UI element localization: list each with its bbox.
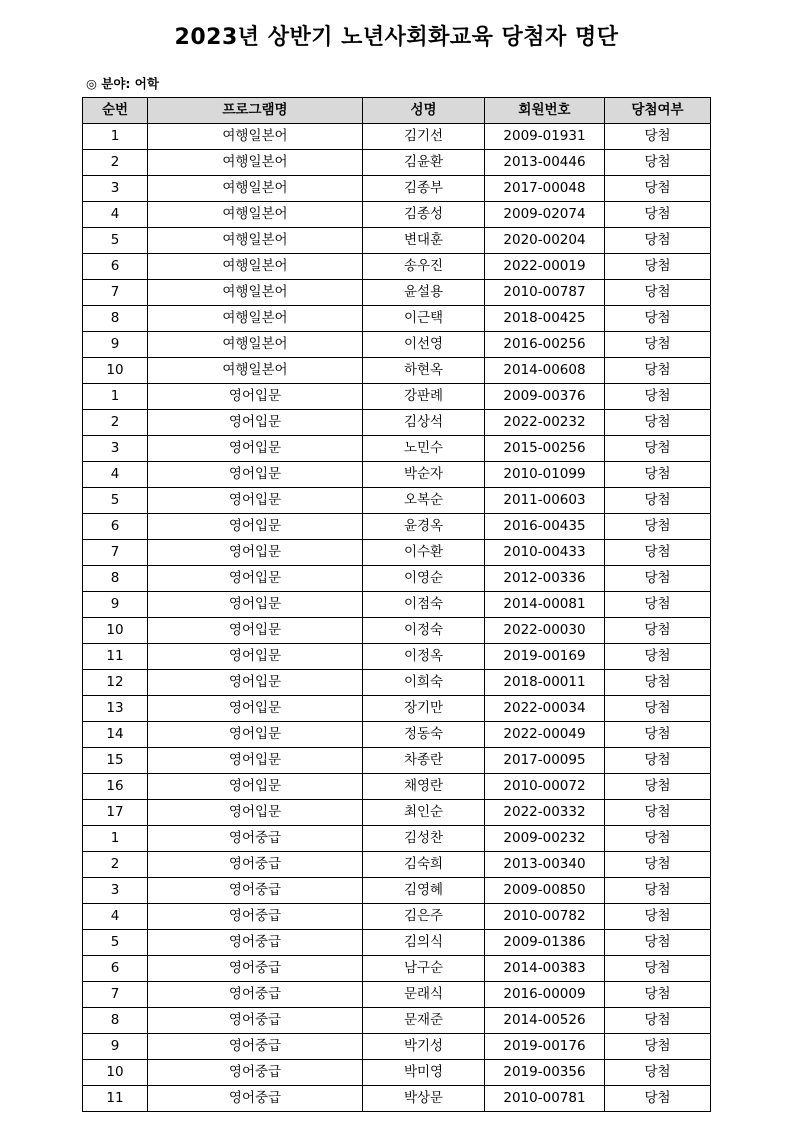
cell-name: 이점숙 xyxy=(363,592,485,618)
cell-number: 10 xyxy=(83,618,148,644)
cell-member-id: 2022-00034 xyxy=(485,696,605,722)
table-row xyxy=(83,488,711,514)
cell-member-id: 2014-00081 xyxy=(485,592,605,618)
header-number: 순번 xyxy=(83,98,148,124)
cell-name: 박미영 xyxy=(363,1060,485,1086)
winners-table xyxy=(82,97,711,1112)
cell-name: 윤경옥 xyxy=(363,514,485,540)
table-row xyxy=(83,358,711,384)
cell-name: 김은주 xyxy=(363,904,485,930)
cell-name: 김성찬 xyxy=(363,826,485,852)
cell-member-id: 2016-00256 xyxy=(485,332,605,358)
cell-name: 정동숙 xyxy=(363,722,485,748)
cell-name: 오복순 xyxy=(363,488,485,514)
table-row xyxy=(83,280,711,306)
table-row xyxy=(83,254,711,280)
cell-program: 여행일본어 xyxy=(148,358,363,384)
cell-member-id: 2016-00009 xyxy=(485,982,605,1008)
cell-name: 송우진 xyxy=(363,254,485,280)
table-row xyxy=(83,592,711,618)
table-row xyxy=(83,982,711,1008)
cell-member-id: 2018-00011 xyxy=(485,670,605,696)
table-row xyxy=(83,904,711,930)
header-program: 프로그램명 xyxy=(148,98,363,124)
table-row xyxy=(83,852,711,878)
cell-result: 당첨 xyxy=(605,514,711,540)
cell-result: 당첨 xyxy=(605,384,711,410)
cell-name: 하현옥 xyxy=(363,358,485,384)
cell-name: 남구순 xyxy=(363,956,485,982)
header-member-id: 회원번호 xyxy=(485,98,605,124)
page-title: 2023년 상반기 노년사회화교육 당첨자 명단 xyxy=(174,25,619,50)
header-name: 성명 xyxy=(363,98,485,124)
cell-result: 당첨 xyxy=(605,748,711,774)
cell-result: 당첨 xyxy=(605,1086,711,1112)
cell-program: 여행일본어 xyxy=(148,202,363,228)
cell-name: 김의식 xyxy=(363,930,485,956)
cell-name: 노민수 xyxy=(363,436,485,462)
cell-member-id: 2009-01931 xyxy=(485,124,605,150)
cell-member-id: 2009-01386 xyxy=(485,930,605,956)
cell-name: 이희숙 xyxy=(363,670,485,696)
cell-member-id: 2010-00072 xyxy=(485,774,605,800)
cell-member-id: 2015-00256 xyxy=(485,436,605,462)
cell-number: 15 xyxy=(83,748,148,774)
cell-name: 문재준 xyxy=(363,1008,485,1034)
cell-name: 김종부 xyxy=(363,176,485,202)
cell-member-id: 2010-00433 xyxy=(485,540,605,566)
cell-result: 당첨 xyxy=(605,930,711,956)
cell-number: 4 xyxy=(83,462,148,488)
cell-name: 차종란 xyxy=(363,748,485,774)
cell-program: 여행일본어 xyxy=(148,280,363,306)
cell-number: 11 xyxy=(83,1086,148,1112)
cell-result: 당첨 xyxy=(605,878,711,904)
cell-result: 당첨 xyxy=(605,696,711,722)
table-row xyxy=(83,1060,711,1086)
cell-name: 김기선 xyxy=(363,124,485,150)
header-result: 당첨여부 xyxy=(605,98,711,124)
cell-program: 영어중급 xyxy=(148,1086,363,1112)
cell-program: 영어입문 xyxy=(148,488,363,514)
table-row xyxy=(83,306,711,332)
cell-name: 강판례 xyxy=(363,384,485,410)
table-row xyxy=(83,540,711,566)
cell-program: 영어중급 xyxy=(148,1008,363,1034)
cell-number: 2 xyxy=(83,852,148,878)
cell-program: 영어입문 xyxy=(148,696,363,722)
cell-member-id: 2022-00019 xyxy=(485,254,605,280)
cell-result: 당첨 xyxy=(605,670,711,696)
cell-result: 당첨 xyxy=(605,1008,711,1034)
cell-program: 영어중급 xyxy=(148,878,363,904)
cell-number: 17 xyxy=(83,800,148,826)
cell-program: 영어중급 xyxy=(148,956,363,982)
cell-result: 당첨 xyxy=(605,644,711,670)
table-row xyxy=(83,930,711,956)
cell-member-id: 2022-00232 xyxy=(485,410,605,436)
cell-member-id: 2010-00781 xyxy=(485,1086,605,1112)
cell-member-id: 2019-00356 xyxy=(485,1060,605,1086)
cell-program: 여행일본어 xyxy=(148,306,363,332)
cell-name: 박상문 xyxy=(363,1086,485,1112)
table-row xyxy=(83,644,711,670)
cell-member-id: 2014-00608 xyxy=(485,358,605,384)
table-row xyxy=(83,670,711,696)
cell-program: 영어중급 xyxy=(148,904,363,930)
cell-number: 6 xyxy=(83,956,148,982)
cell-member-id: 2022-00030 xyxy=(485,618,605,644)
cell-program: 영어입문 xyxy=(148,670,363,696)
cell-program: 영어입문 xyxy=(148,800,363,826)
cell-number: 9 xyxy=(83,332,148,358)
cell-member-id: 2009-02074 xyxy=(485,202,605,228)
table-row xyxy=(83,150,711,176)
cell-member-id: 2011-00603 xyxy=(485,488,605,514)
cell-program: 영어입문 xyxy=(148,644,363,670)
cell-name: 이근택 xyxy=(363,306,485,332)
table-body xyxy=(83,124,711,1112)
cell-member-id: 2022-00332 xyxy=(485,800,605,826)
table-row xyxy=(83,384,711,410)
table-row xyxy=(83,800,711,826)
cell-result: 당첨 xyxy=(605,436,711,462)
cell-name: 이정옥 xyxy=(363,644,485,670)
table-row xyxy=(83,436,711,462)
cell-result: 당첨 xyxy=(605,722,711,748)
cell-member-id: 2010-00787 xyxy=(485,280,605,306)
table-row xyxy=(83,176,711,202)
table-row xyxy=(83,878,711,904)
cell-name: 이정숙 xyxy=(363,618,485,644)
cell-result: 당첨 xyxy=(605,306,711,332)
cell-name: 채영란 xyxy=(363,774,485,800)
cell-name: 김윤환 xyxy=(363,150,485,176)
cell-result: 당첨 xyxy=(605,488,711,514)
cell-result: 당첨 xyxy=(605,280,711,306)
cell-name: 김상석 xyxy=(363,410,485,436)
cell-result: 당첨 xyxy=(605,540,711,566)
cell-number: 1 xyxy=(83,826,148,852)
cell-name: 장기만 xyxy=(363,696,485,722)
cell-result: 당첨 xyxy=(605,982,711,1008)
cell-program: 여행일본어 xyxy=(148,124,363,150)
cell-name: 박순자 xyxy=(363,462,485,488)
cell-result: 당첨 xyxy=(605,228,711,254)
cell-result: 당첨 xyxy=(605,150,711,176)
cell-number: 1 xyxy=(83,384,148,410)
cell-number: 10 xyxy=(83,1060,148,1086)
cell-result: 당첨 xyxy=(605,826,711,852)
cell-number: 7 xyxy=(83,540,148,566)
cell-number: 7 xyxy=(83,982,148,1008)
cell-member-id: 2012-00336 xyxy=(485,566,605,592)
cell-number: 16 xyxy=(83,774,148,800)
cell-result: 당첨 xyxy=(605,618,711,644)
cell-number: 5 xyxy=(83,488,148,514)
cell-program: 영어중급 xyxy=(148,1034,363,1060)
cell-name: 김종성 xyxy=(363,202,485,228)
cell-result: 당첨 xyxy=(605,358,711,384)
cell-program: 영어입문 xyxy=(148,592,363,618)
cell-program: 영어입문 xyxy=(148,410,363,436)
cell-member-id: 2019-00169 xyxy=(485,644,605,670)
cell-member-id: 2017-00095 xyxy=(485,748,605,774)
table-row xyxy=(83,956,711,982)
table-row xyxy=(83,722,711,748)
cell-result: 당첨 xyxy=(605,566,711,592)
cell-member-id: 2018-00425 xyxy=(485,306,605,332)
category-label: ◎ 분야: 어학 xyxy=(86,76,159,91)
cell-member-id: 2017-00048 xyxy=(485,176,605,202)
cell-result: 당첨 xyxy=(605,800,711,826)
cell-number: 14 xyxy=(83,722,148,748)
cell-program: 영어중급 xyxy=(148,982,363,1008)
cell-member-id: 2009-00376 xyxy=(485,384,605,410)
cell-name: 변대훈 xyxy=(363,228,485,254)
cell-result: 당첨 xyxy=(605,1060,711,1086)
cell-result: 당첨 xyxy=(605,176,711,202)
cell-number: 4 xyxy=(83,904,148,930)
cell-name: 최인순 xyxy=(363,800,485,826)
cell-number: 3 xyxy=(83,436,148,462)
cell-number: 8 xyxy=(83,1008,148,1034)
cell-member-id: 2014-00526 xyxy=(485,1008,605,1034)
cell-member-id: 2022-00049 xyxy=(485,722,605,748)
cell-result: 당첨 xyxy=(605,1034,711,1060)
cell-number: 10 xyxy=(83,358,148,384)
cell-program: 영어입문 xyxy=(148,436,363,462)
cell-program: 여행일본어 xyxy=(148,176,363,202)
cell-result: 당첨 xyxy=(605,852,711,878)
cell-result: 당첨 xyxy=(605,774,711,800)
cell-program: 영어입문 xyxy=(148,384,363,410)
cell-result: 당첨 xyxy=(605,202,711,228)
cell-result: 당첨 xyxy=(605,904,711,930)
cell-result: 당첨 xyxy=(605,254,711,280)
cell-result: 당첨 xyxy=(605,956,711,982)
cell-program: 영어입문 xyxy=(148,748,363,774)
cell-program: 여행일본어 xyxy=(148,254,363,280)
cell-number: 6 xyxy=(83,254,148,280)
table-row xyxy=(83,462,711,488)
cell-number: 3 xyxy=(83,176,148,202)
cell-number: 2 xyxy=(83,410,148,436)
cell-number: 5 xyxy=(83,228,148,254)
cell-program: 영어입문 xyxy=(148,618,363,644)
cell-program: 영어입문 xyxy=(148,774,363,800)
table-row xyxy=(83,1034,711,1060)
cell-name: 김숙희 xyxy=(363,852,485,878)
cell-program: 영어중급 xyxy=(148,852,363,878)
cell-member-id: 2013-00446 xyxy=(485,150,605,176)
table-row xyxy=(83,410,711,436)
table-row xyxy=(83,514,711,540)
table-row xyxy=(83,228,711,254)
cell-result: 당첨 xyxy=(605,332,711,358)
cell-result: 당첨 xyxy=(605,124,711,150)
table-header-row xyxy=(83,98,711,124)
cell-program: 영어입문 xyxy=(148,514,363,540)
cell-program: 영어중급 xyxy=(148,930,363,956)
cell-name: 이수환 xyxy=(363,540,485,566)
cell-number: 4 xyxy=(83,202,148,228)
cell-member-id: 2010-00782 xyxy=(485,904,605,930)
cell-member-id: 2009-00232 xyxy=(485,826,605,852)
cell-program: 여행일본어 xyxy=(148,150,363,176)
cell-name: 이영순 xyxy=(363,566,485,592)
cell-program: 영어입문 xyxy=(148,540,363,566)
cell-number: 6 xyxy=(83,514,148,540)
table-row xyxy=(83,202,711,228)
table-row xyxy=(83,774,711,800)
cell-member-id: 2016-00435 xyxy=(485,514,605,540)
cell-name: 이선영 xyxy=(363,332,485,358)
cell-result: 당첨 xyxy=(605,410,711,436)
cell-member-id: 2009-00850 xyxy=(485,878,605,904)
table-row xyxy=(83,124,711,150)
cell-number: 12 xyxy=(83,670,148,696)
cell-member-id: 2014-00383 xyxy=(485,956,605,982)
cell-program: 영어중급 xyxy=(148,826,363,852)
cell-number: 3 xyxy=(83,878,148,904)
cell-number: 5 xyxy=(83,930,148,956)
cell-member-id: 2020-00204 xyxy=(485,228,605,254)
cell-program: 여행일본어 xyxy=(148,332,363,358)
table-row xyxy=(83,748,711,774)
cell-program: 영어입문 xyxy=(148,462,363,488)
cell-result: 당첨 xyxy=(605,592,711,618)
cell-name: 문래식 xyxy=(363,982,485,1008)
cell-program: 영어입문 xyxy=(148,722,363,748)
table-row xyxy=(83,1086,711,1112)
table-row xyxy=(83,618,711,644)
table-row xyxy=(83,566,711,592)
cell-name: 윤설용 xyxy=(363,280,485,306)
cell-program: 영어입문 xyxy=(148,566,363,592)
cell-number: 1 xyxy=(83,124,148,150)
cell-program: 영어중급 xyxy=(148,1060,363,1086)
cell-program: 여행일본어 xyxy=(148,228,363,254)
cell-member-id: 2019-00176 xyxy=(485,1034,605,1060)
cell-number: 9 xyxy=(83,1034,148,1060)
cell-name: 김영혜 xyxy=(363,878,485,904)
cell-number: 8 xyxy=(83,566,148,592)
table-row xyxy=(83,1008,711,1034)
cell-name: 박기성 xyxy=(363,1034,485,1060)
cell-number: 7 xyxy=(83,280,148,306)
cell-member-id: 2013-00340 xyxy=(485,852,605,878)
table-row xyxy=(83,696,711,722)
cell-number: 8 xyxy=(83,306,148,332)
cell-number: 13 xyxy=(83,696,148,722)
table-row xyxy=(83,332,711,358)
cell-member-id: 2010-01099 xyxy=(485,462,605,488)
cell-number: 11 xyxy=(83,644,148,670)
cell-number: 2 xyxy=(83,150,148,176)
cell-result: 당첨 xyxy=(605,462,711,488)
table-row xyxy=(83,826,711,852)
cell-number: 9 xyxy=(83,592,148,618)
